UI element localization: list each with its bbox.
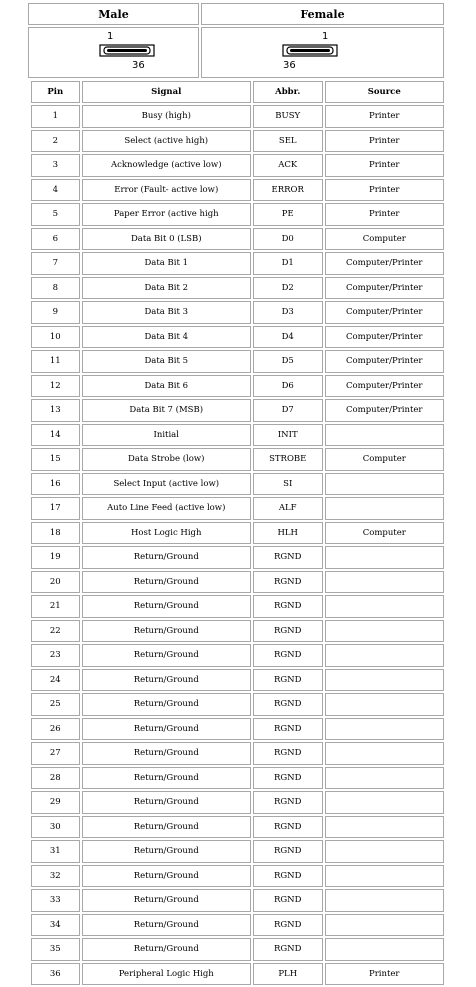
table-row: [31, 595, 444, 618]
pin-cell: 18: [31, 522, 80, 545]
signal-cell: Data Bit 2: [82, 277, 251, 300]
female-header: Female: [201, 3, 444, 25]
pin-cell: 14: [31, 424, 80, 447]
pin-cell: 20: [31, 571, 80, 594]
signal-cell: Return/Ground: [82, 791, 251, 814]
abbr-cell: RGND: [253, 669, 323, 692]
source-cell: Computer: [325, 228, 444, 251]
pin-cell: 27: [31, 742, 80, 765]
signal-cell: Return/Ground: [82, 595, 251, 618]
table-row: [31, 252, 444, 275]
source-cell: [325, 718, 444, 741]
signal-cell: Return/Ground: [82, 546, 251, 569]
male-connector-icon: [99, 44, 155, 57]
table-row: [31, 424, 444, 447]
pin-cell: 34: [31, 914, 80, 937]
table-row: [31, 228, 444, 251]
source-cell: Printer: [325, 963, 444, 986]
table-row: [31, 448, 444, 471]
abbr-cell: D3: [253, 301, 323, 324]
pinout-table: [29, 79, 446, 987]
table-row: [31, 865, 444, 888]
signal-cell: Data Bit 7 (MSB): [82, 399, 251, 422]
pin-cell: 24: [31, 669, 80, 692]
table-row: [31, 277, 444, 300]
signal-cell: Return/Ground: [82, 644, 251, 667]
source-cell: Computer/Printer: [325, 277, 444, 300]
signal-cell: Return/Ground: [82, 889, 251, 912]
signal-cell: Data Bit 6: [82, 375, 251, 398]
abbr-cell: RGND: [253, 914, 323, 937]
pin-cell: 6: [31, 228, 80, 251]
female-pin-end-label: 36: [283, 60, 296, 71]
pin-cell: 31: [31, 840, 80, 863]
pin-cell: 19: [31, 546, 80, 569]
pin-cell: 9: [31, 301, 80, 324]
table-row: [31, 938, 444, 961]
signal-cell: Data Bit 0 (LSB): [82, 228, 251, 251]
pin-cell: 36: [31, 963, 80, 986]
pin-cell: 11: [31, 350, 80, 373]
pin-cell: 33: [31, 889, 80, 912]
signal-cell: Initial: [82, 424, 251, 447]
header-source: Source: [325, 81, 444, 103]
source-cell: Printer: [325, 105, 444, 128]
pin-cell: 22: [31, 620, 80, 643]
abbr-cell: HLH: [253, 522, 323, 545]
signal-cell: Return/Ground: [82, 718, 251, 741]
abbr-cell: SEL: [253, 130, 323, 153]
table-row: [31, 154, 444, 177]
source-cell: Printer: [325, 130, 444, 153]
abbr-cell: RGND: [253, 595, 323, 618]
source-cell: [325, 473, 444, 496]
table-row: [31, 669, 444, 692]
source-cell: [325, 816, 444, 839]
source-cell: [325, 840, 444, 863]
source-cell: [325, 497, 444, 520]
abbr-cell: PE: [253, 203, 323, 226]
table-row: [31, 914, 444, 937]
header-abbr: Abbr.: [253, 81, 323, 103]
source-cell: [325, 644, 444, 667]
abbr-cell: RGND: [253, 620, 323, 643]
pin-cell: 35: [31, 938, 80, 961]
signal-cell: Data Bit 4: [82, 326, 251, 349]
signal-cell: Busy (high): [82, 105, 251, 128]
signal-cell: Host Logic High: [82, 522, 251, 545]
table-row: [31, 375, 444, 398]
pin-cell: 30: [31, 816, 80, 839]
abbr-cell: RGND: [253, 840, 323, 863]
abbr-cell: ACK: [253, 154, 323, 177]
source-cell: Computer/Printer: [325, 350, 444, 373]
table-row: [31, 571, 444, 594]
pin-cell: 23: [31, 644, 80, 667]
pin-cell: 1: [31, 105, 80, 128]
source-cell: Computer/Printer: [325, 375, 444, 398]
source-cell: [325, 571, 444, 594]
source-cell: [325, 620, 444, 643]
connector-table: [26, 1, 446, 80]
signal-cell: Data Strobe (low): [82, 448, 251, 471]
abbr-cell: STROBE: [253, 448, 323, 471]
source-cell: Printer: [325, 154, 444, 177]
source-cell: [325, 938, 444, 961]
abbr-cell: INIT: [253, 424, 323, 447]
female-connector-icon: [282, 44, 338, 57]
source-cell: [325, 767, 444, 790]
signal-cell: Select (active high): [82, 130, 251, 153]
pin-cell: 15: [31, 448, 80, 471]
male-header: Male: [28, 3, 199, 25]
signal-cell: Return/Ground: [82, 693, 251, 716]
pin-cell: 10: [31, 326, 80, 349]
pin-cell: 26: [31, 718, 80, 741]
abbr-cell: D6: [253, 375, 323, 398]
pin-cell: 21: [31, 595, 80, 618]
abbr-cell: RGND: [253, 571, 323, 594]
source-cell: [325, 595, 444, 618]
table-row: [31, 644, 444, 667]
source-cell: Printer: [325, 179, 444, 202]
abbr-cell: D2: [253, 277, 323, 300]
signal-cell: Return/Ground: [82, 938, 251, 961]
male-pin-start-label: 1: [107, 31, 114, 42]
signal-cell: Return/Ground: [82, 620, 251, 643]
source-cell: Computer: [325, 448, 444, 471]
pin-cell: 16: [31, 473, 80, 496]
table-row: [31, 497, 444, 520]
table-row: [31, 301, 444, 324]
abbr-cell: RGND: [253, 718, 323, 741]
table-row: [31, 179, 444, 202]
source-cell: [325, 669, 444, 692]
header-pin: Pin: [31, 81, 80, 103]
pin-cell: 29: [31, 791, 80, 814]
source-cell: Printer: [325, 203, 444, 226]
signal-cell: Data Bit 5: [82, 350, 251, 373]
abbr-cell: RGND: [253, 816, 323, 839]
table-row: [31, 473, 444, 496]
table-header-row: [31, 81, 444, 103]
table-row: [31, 718, 444, 741]
abbr-cell: RGND: [253, 938, 323, 961]
source-cell: [325, 742, 444, 765]
signal-cell: Return/Ground: [82, 742, 251, 765]
signal-cell: Return/Ground: [82, 816, 251, 839]
table-row: [31, 816, 444, 839]
source-cell: [325, 865, 444, 888]
signal-cell: Peripheral Logic High: [82, 963, 251, 986]
table-row: [31, 840, 444, 863]
table-row: [31, 693, 444, 716]
signal-cell: Return/Ground: [82, 571, 251, 594]
signal-cell: Acknowledge (active low): [82, 154, 251, 177]
abbr-cell: RGND: [253, 546, 323, 569]
signal-cell: Return/Ground: [82, 840, 251, 863]
signal-cell: Return/Ground: [82, 669, 251, 692]
male-connector-figure: [99, 30, 169, 76]
pin-cell: 32: [31, 865, 80, 888]
abbr-cell: ALF: [253, 497, 323, 520]
table-row: [31, 105, 444, 128]
source-cell: [325, 424, 444, 447]
male-pin-end-label: 36: [132, 60, 145, 71]
signal-cell: Data Bit 3: [82, 301, 251, 324]
table-row: [31, 767, 444, 790]
table-row: [31, 889, 444, 912]
abbr-cell: RGND: [253, 865, 323, 888]
source-cell: [325, 546, 444, 569]
abbr-cell: ERROR: [253, 179, 323, 202]
male-connector-cell: [28, 27, 199, 78]
source-cell: Computer/Printer: [325, 326, 444, 349]
pin-cell: 17: [31, 497, 80, 520]
pin-cell: 4: [31, 179, 80, 202]
source-cell: [325, 889, 444, 912]
abbr-cell: RGND: [253, 767, 323, 790]
female-connector-figure: [282, 30, 352, 76]
table-row: [31, 742, 444, 765]
pin-cell: 13: [31, 399, 80, 422]
header-signal: Signal: [82, 81, 251, 103]
table-row: [31, 522, 444, 545]
source-cell: [325, 693, 444, 716]
abbr-cell: RGND: [253, 693, 323, 716]
signal-cell: Return/Ground: [82, 767, 251, 790]
source-cell: Computer: [325, 522, 444, 545]
abbr-cell: RGND: [253, 889, 323, 912]
signal-cell: Paper Error (active high: [82, 203, 251, 226]
abbr-cell: BUSY: [253, 105, 323, 128]
abbr-cell: RGND: [253, 791, 323, 814]
signal-cell: Error (Fault- active low): [82, 179, 251, 202]
table-row: [31, 546, 444, 569]
pin-cell: 25: [31, 693, 80, 716]
pin-cell: 8: [31, 277, 80, 300]
table-row: [31, 963, 444, 986]
signal-cell: Return/Ground: [82, 865, 251, 888]
signal-cell: Return/Ground: [82, 914, 251, 937]
source-cell: Computer/Printer: [325, 252, 444, 275]
pin-cell: 2: [31, 130, 80, 153]
source-cell: [325, 791, 444, 814]
source-cell: [325, 914, 444, 937]
table-row: [31, 620, 444, 643]
signal-cell: Data Bit 1: [82, 252, 251, 275]
pin-cell: 12: [31, 375, 80, 398]
female-connector-cell: [201, 27, 444, 78]
pin-cell: 28: [31, 767, 80, 790]
abbr-cell: RGND: [253, 742, 323, 765]
table-row: [31, 399, 444, 422]
abbr-cell: D7: [253, 399, 323, 422]
table-row: [31, 203, 444, 226]
abbr-cell: SI: [253, 473, 323, 496]
abbr-cell: D0: [253, 228, 323, 251]
pinout-table-body: [31, 105, 444, 985]
table-row: [31, 130, 444, 153]
signal-cell: Auto Line Feed (active low): [82, 497, 251, 520]
abbr-cell: RGND: [253, 644, 323, 667]
source-cell: Computer/Printer: [325, 301, 444, 324]
source-cell: Computer/Printer: [325, 399, 444, 422]
pin-cell: 3: [31, 154, 80, 177]
female-pin-start-label: 1: [322, 31, 329, 42]
pin-cell: 7: [31, 252, 80, 275]
abbr-cell: D4: [253, 326, 323, 349]
pin-cell: 5: [31, 203, 80, 226]
table-row: [31, 791, 444, 814]
table-row: [31, 326, 444, 349]
abbr-cell: D5: [253, 350, 323, 373]
abbr-cell: D1: [253, 252, 323, 275]
abbr-cell: PLH: [253, 963, 323, 986]
table-row: [31, 350, 444, 373]
signal-cell: Select Input (active low): [82, 473, 251, 496]
